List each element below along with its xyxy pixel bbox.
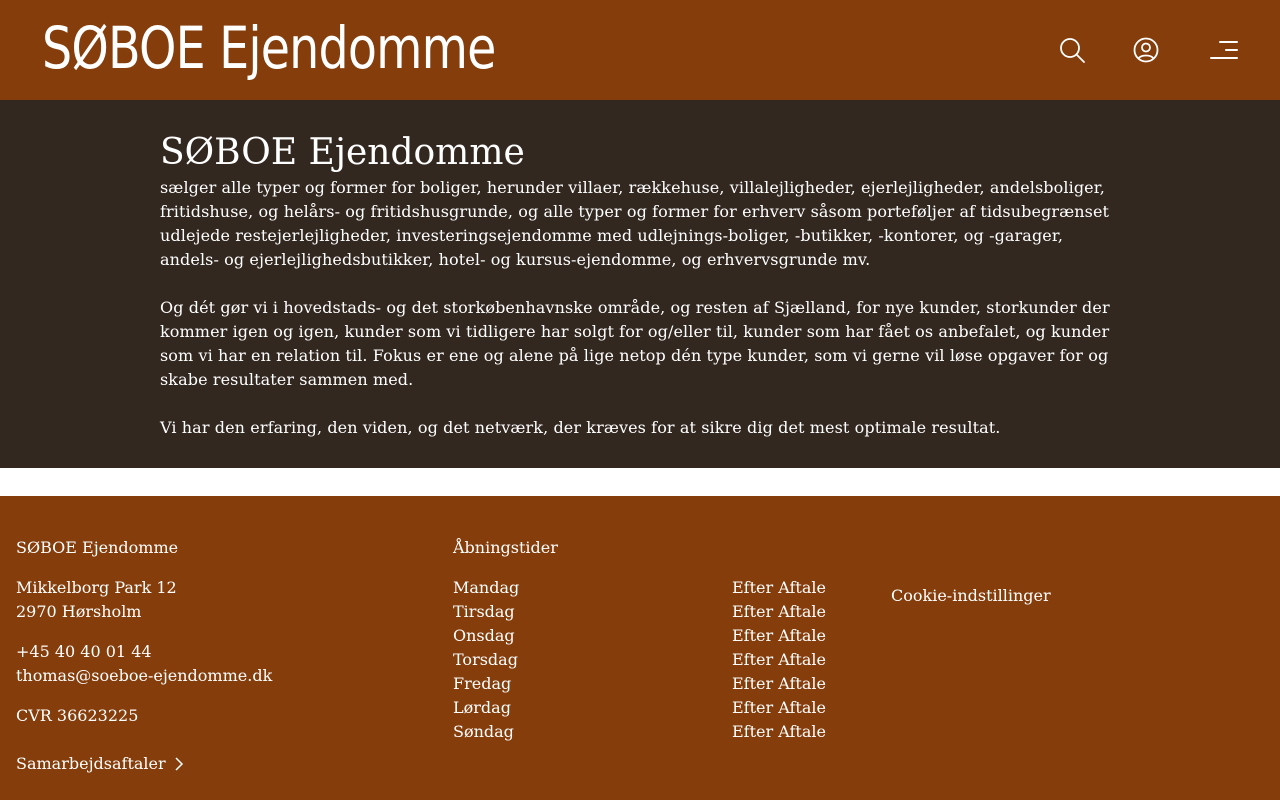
hours-day: Tirsdag (453, 602, 515, 621)
address (16, 576, 416, 624)
hours-time: Efter Aftale (732, 698, 826, 717)
hours-time: Efter Aftale (732, 722, 826, 741)
hours-time: Efter Aftale (732, 602, 826, 621)
site-logo[interactable]: SØBOE Ejendomme (42, 14, 496, 82)
hours-row (453, 720, 853, 744)
cookie-settings-link[interactable]: Cookie-indstillinger (891, 586, 1051, 605)
hours-row (453, 600, 853, 624)
hours-day: Fredag (453, 674, 512, 693)
search-icon[interactable] (1058, 36, 1086, 64)
site-footer (0, 496, 1280, 800)
hours-day: Søndag (453, 722, 514, 741)
site-header (0, 0, 1280, 100)
hours-row (453, 672, 853, 696)
address-line: Mikkelborg Park 12 (16, 578, 177, 597)
hours-day: Mandag (453, 578, 520, 597)
menu-icon[interactable] (1210, 36, 1238, 64)
user-icon[interactable] (1132, 36, 1160, 64)
section-divider (0, 468, 1280, 496)
opening-hours-title: Åbningstider (453, 538, 558, 557)
intro-paragraph: sælger alle typer og former for boliger, herunder villaer, rækkehuse, villalejligheder, ejerlejligheder, andelsboliger, fritidshuse, og helårs- og fritidshusgrunde, og alle typer og former for erhverv såsom porteføljer af tidsubegrænset udlejede restejerlejligheder, investeringsejendomme med udlejnings-boliger, -butikker, -kontorer, og -garager, andels- og ejerlejlighedsbutikker, hotel- og kursus-ejendomme, og erhvervsgrunde mv. (160, 178, 1110, 269)
hours-row (453, 696, 853, 720)
page-title: SØBOE Ejendomme (160, 132, 525, 173)
opening-hours-column (453, 536, 853, 744)
intro-content (160, 130, 1124, 440)
footer-company: SØBOE Ejendomme (16, 538, 179, 557)
hours-row (453, 624, 853, 648)
email-link[interactable]: thomas@soeboe-ejendomme.dk (16, 666, 273, 685)
contact-column (16, 536, 416, 776)
cvr-number: CVR 36623225 (16, 706, 139, 725)
intro-section (0, 100, 1280, 468)
hours-row (453, 648, 853, 672)
hours-day: Lørdag (453, 698, 511, 717)
address-line: 2970 Hørsholm (16, 602, 142, 621)
partner-agreements-label: Samarbejdsaftaler (16, 754, 166, 773)
hours-time: Efter Aftale (732, 650, 826, 669)
hours-row (453, 576, 853, 600)
phone-link[interactable]: +45 40 40 01 44 (16, 642, 152, 661)
hours-time: Efter Aftale (732, 578, 826, 597)
intro-paragraph: Vi har den erfaring, den viden, og det netværk, der kræves for at sikre dig det mest optimale resultat. (160, 418, 1001, 437)
hours-day: Torsdag (453, 650, 518, 669)
intro-paragraph: Og dét gør vi i hovedstads- og det storkøbenhavnske område, og resten af Sjælland, for nye kunder, storkunder der kommer igen og igen, kunder som vi tidligere har solgt for og/eller til, kunder som har fået os anbefalet, og kunder som vi har en relation til. Fokus er ene og alene på lige netop dén type kunder, som vi gerne vil løse opgaver for og skabe resultater sammen med. (160, 298, 1110, 389)
contact-info (16, 640, 416, 688)
hours-time: Efter Aftale (732, 674, 826, 693)
hours-day: Onsdag (453, 626, 515, 645)
partner-agreements-link[interactable] (16, 752, 416, 776)
chevron-right-icon (174, 757, 184, 771)
hours-time: Efter Aftale (732, 626, 826, 645)
